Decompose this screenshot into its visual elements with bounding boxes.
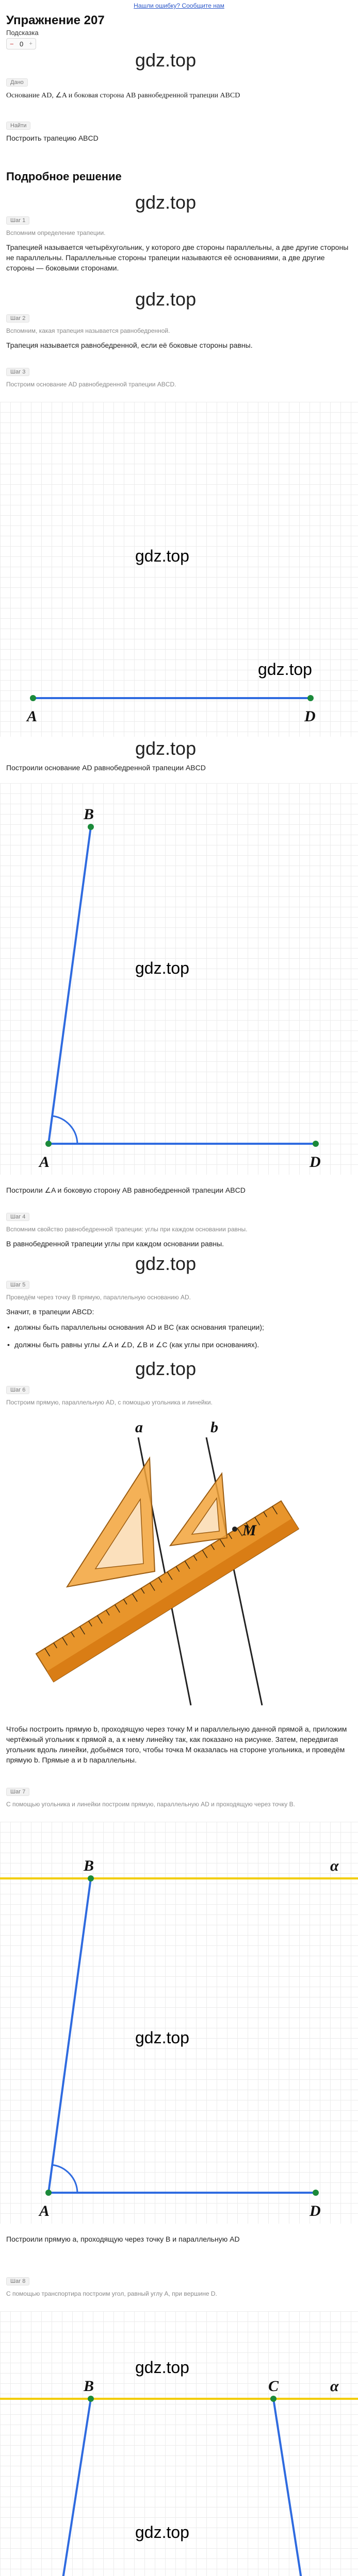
label-a: A [39,1154,50,1171]
step4-caption: Построили ∠A и боковую сторону AB равнобедренной трапеции ABCD [6,1186,246,1194]
segment-dc [273,2399,316,2576]
point-a [45,1141,52,1147]
label-alpha: α [330,2378,339,2395]
label-m: M [242,1522,256,1539]
figure-angle-d-svg [0,2311,358,2576]
step1-note: Вспомним определение трапеции. [6,229,106,236]
angle-a-arc [52,2165,77,2193]
step8-tag: Шаг 8 [6,2277,29,2285]
watermark: gdz.top [135,289,197,310]
step2-note: Вспомним, какая трапеция называется равнобедренной. [6,327,170,334]
watermark: gdz.top [258,660,312,679]
watermark: gdz.top [135,2358,189,2377]
find-tag: Найти [6,122,30,130]
point-a [30,695,36,701]
watermark: gdz.top [135,959,189,977]
figure-angle-a [0,783,358,1175]
step2-text: Трапеция называется равнобедренной, если её боковые стороны равны. [6,341,253,349]
figure-parallel-line [0,1822,358,2224]
watermark: gdz.top [135,1358,197,1379]
watermark: gdz.top [135,49,197,71]
point-a [45,2190,52,2196]
step8-caption: Построили прямую a, проходящую через точку B и параллельную AD [6,2235,240,2243]
figure-angle-d [0,2311,358,2576]
watermark: gdz.top [135,1253,197,1274]
label-d: D [304,708,316,725]
point-m [232,1527,237,1532]
step6-tag: Шаг 6 [6,1386,29,1394]
step7-note: Построим прямую, параллельную AD, с помощью угольника и линейки. [6,1399,213,1406]
step3-note: Построим основание AD равнобедренной трапеции ABCD. [6,381,176,388]
angle-a-arc [52,1116,77,1144]
step4-tag: Шаг 4 [6,1213,29,1221]
label-c: C [268,2378,279,2395]
step9-note: С помощью транспортира построим угол, равный углу A, при вершине D. [6,2290,217,2297]
watermark: gdz.top [135,2523,189,2541]
given-text: Основание AD, ∠A и боковая сторона AB равнобедренной трапеции ABCD [6,92,240,99]
figure-parallel-line-svg [0,1822,358,2224]
step1-tag: Шаг 1 [6,216,29,225]
step6-note: Проведём через точку B прямую, параллельную основанию AD. [6,1294,191,1301]
watermark: gdz.top [135,2028,189,2047]
step5-note: Вспомним свойство равнобедренной трапеции: углы при каждом основании равны. [6,1226,248,1233]
watermark: gdz.top [135,547,189,565]
segment-ab [48,1878,91,2193]
segment-ab [48,2399,91,2576]
label-d: D [310,2202,321,2219]
figure-angle-a-svg [0,783,358,1175]
label-b: B [84,1857,94,1874]
point-d [313,1141,319,1147]
label-b: B [84,806,94,823]
figure-base-ad-svg [0,402,358,737]
label-a: A [27,708,38,725]
step8-note: С помощью угольника и линейки построим прямую, параллельную AD и проходящую через точку B. [6,1801,295,1808]
label-a: A [39,2202,50,2219]
rating-minus-button[interactable]: − [10,40,14,48]
step6-text: Значит, в трапеции ABCD: [6,1308,94,1316]
step7-tag: Шаг 7 [6,1788,29,1796]
point-d [313,2190,319,2196]
label-line-b: b [210,1419,218,1436]
step5-text: В равнобедренной трапеции углы при каждом основании равны. [6,1240,224,1248]
step2-tag: Шаг 2 [6,314,29,323]
label-b: B [84,2378,94,2395]
find-text: Построить трапецию ABCD [6,134,99,142]
figure-base-ad [0,402,358,737]
step6-bullet-2: • должны быть равны углы ∠A и ∠D, ∠B и ∠C (как углы при основаниях). [14,1340,345,1350]
point-c [270,2396,276,2402]
report-error-link[interactable]: Нашли ошибку? Сообщите нам [134,2,224,9]
step3-tag: Шаг 3 [6,368,29,376]
point-b [88,2396,94,2402]
point-b [88,1875,94,1882]
hint-label: Подсказка [6,29,39,37]
step1-text: Трапецией называется четырёхугольник, у которого две стороны параллельны, а две другие стороны не параллельны. Параллельные стороны трапеции называются её основаниями, а две другие стороны — боковыми сторонами. [6,243,349,272]
step5-tag: Шаг 5 [6,1281,29,1289]
step3-caption: Построили основание AD равнобедренной трапеции ABCD [6,764,206,772]
set-square-right [170,1473,227,1546]
solution-title: Подробное решение [6,170,122,183]
rating-widget [6,38,36,49]
label-alpha: α [330,1857,339,1874]
rating-value: 0 [19,40,24,48]
given-tag: Дано [6,78,28,87]
figure-ruler-svg [0,1417,358,1716]
watermark: gdz.top [135,192,197,213]
watermark: gdz.top [135,738,197,759]
label-d: D [310,1154,321,1171]
label-line-a: a [135,1419,143,1436]
ruler [36,1501,299,1682]
segment-ab [48,827,91,1144]
step7-text: Чтобы построить прямую b, проходящую через точку M и параллельную данной прямой a, приложим чертёжный угольник к прямой a, а к нему линейку так, как показано на рисунке. Затем, передвигая угольник вдоль линейки, добьёмся того, чтобы точка M оказалась на стороне угольника, и проведём прямую b. Прямые a и b параллельны. [6,1725,347,1764]
figure-ruler [0,1417,358,1716]
exercise-title: Упражнение 207 [6,13,105,27]
rating-plus-button[interactable]: + [29,41,32,47]
point-b [88,824,94,830]
point-d [307,695,314,701]
step6-bullet-1: • должны быть параллельны основания AD и BC (как основания трапеции); [14,1322,345,1332]
